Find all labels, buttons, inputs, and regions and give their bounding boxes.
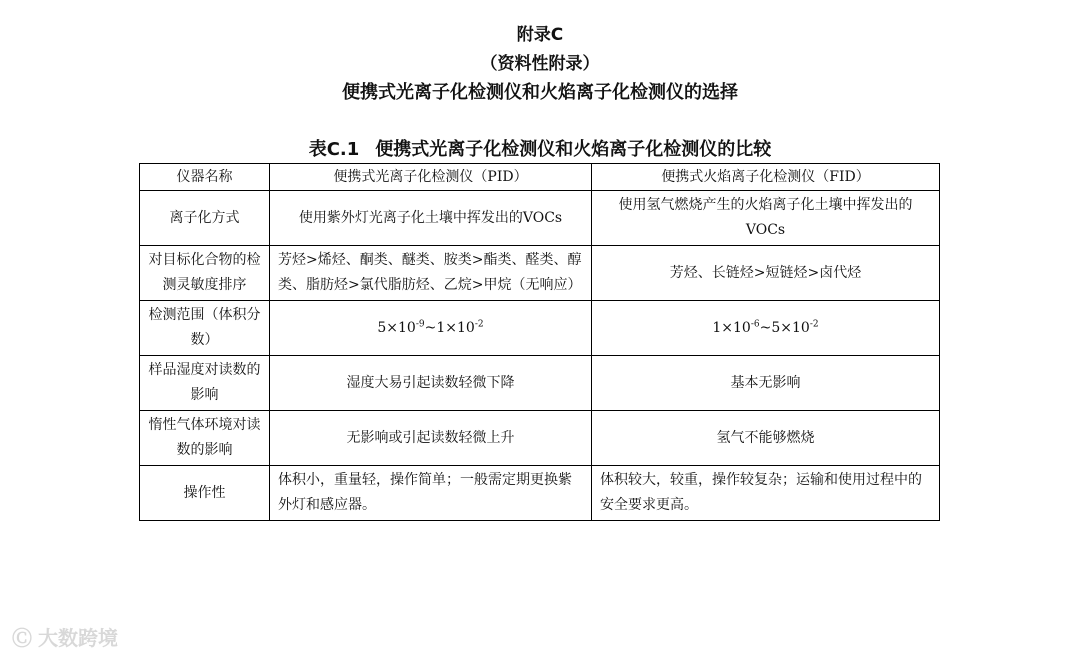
- table-caption-number: 表C.1: [308, 139, 360, 160]
- pid-cell: 芳烃>烯烃、酮类、醚类、胺类>酯类、醛类、醇类、脂肪烃>氯代脂肪烃、乙烷>甲烷（无响应）: [270, 246, 592, 301]
- fid-cell: 基本无影响: [592, 356, 940, 411]
- appendix-title: 便携式光离子化检测仪和火焰离子化检测仪的选择: [342, 82, 738, 103]
- header-instrument-name: 仪器名称: [140, 164, 270, 191]
- table-header-row: [140, 164, 940, 191]
- header-fid: 便携式火焰离子化检测仪（FID）: [592, 164, 940, 191]
- table-row: [140, 191, 940, 246]
- row-label: 检测范围（体积分数）: [140, 301, 270, 356]
- fid-cell: 氢气不能够燃烧: [592, 411, 940, 466]
- pid-range-mid: ~1×10: [424, 319, 475, 336]
- table-row: [140, 411, 940, 466]
- table-row: [140, 246, 940, 301]
- fid-range-base: 1×10: [712, 319, 751, 336]
- watermark-text: 大数跨境: [38, 626, 118, 650]
- watermark-logo-icon: Ⓒ: [12, 626, 32, 650]
- pid-cell: 无影响或引起读数轻微上升: [270, 411, 592, 466]
- row-label: 惰性气体环境对读数的影响: [140, 411, 270, 466]
- table-caption-title: 便携式光离子化检测仪和火焰离子化检测仪的比较: [375, 139, 772, 160]
- fid-range-exp1: -6: [750, 318, 760, 329]
- fid-cell: 体积较大，较重，操作较复杂；运输和使用过程中的安全要求更高。: [592, 466, 940, 521]
- row-label: 对目标化合物的检测灵敏度排序: [140, 246, 270, 301]
- fid-range-exp2: -2: [809, 318, 819, 329]
- pid-cell: [270, 301, 592, 356]
- pid-range-exp2: -2: [474, 318, 484, 329]
- row-label: 离子化方式: [140, 191, 270, 246]
- pid-range-base: 5×10: [377, 319, 416, 336]
- fid-cell: [592, 301, 940, 356]
- header-pid: 便携式光离子化检测仪（PID）: [270, 164, 592, 191]
- table-row: [140, 466, 940, 521]
- fid-cell: 芳烃、长链烃>短链烃>卤代烃: [592, 246, 940, 301]
- comparison-table: [139, 163, 940, 521]
- appendix-label: 附录C: [516, 25, 564, 45]
- table-row: [140, 356, 940, 411]
- appendix-type: （资料性附录）: [480, 54, 600, 74]
- pid-cell: 湿度大易引起读数轻微下降: [270, 356, 592, 411]
- fid-cell: 使用氢气燃烧产生的火焰离子化土壤中挥发出的VOCs: [592, 191, 940, 246]
- fid-range-mid: ~5×10: [759, 319, 810, 336]
- watermark: [12, 622, 118, 651]
- pid-range-exp1: -9: [415, 318, 425, 329]
- row-label: 样品湿度对读数的影响: [140, 356, 270, 411]
- table-caption: [0, 135, 1080, 161]
- table-row: [140, 301, 940, 356]
- pid-cell: 体积小，重量轻，操作简单；一般需定期更换紫外灯和感应器。: [270, 466, 592, 521]
- row-label: 操作性: [140, 466, 270, 521]
- pid-cell: 使用紫外灯光离子化土壤中挥发出的VOCs: [270, 191, 592, 246]
